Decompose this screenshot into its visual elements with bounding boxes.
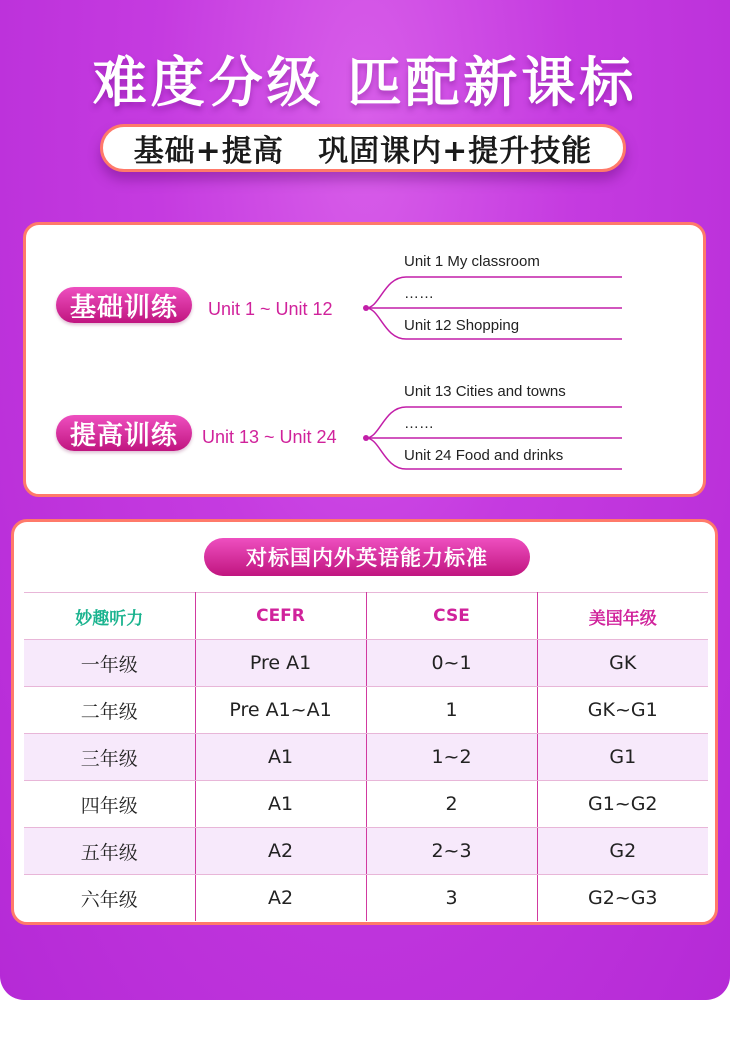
table-row: [24, 640, 708, 687]
table-cell: 1~2: [366, 734, 537, 781]
column-header: CSE: [366, 593, 537, 640]
table-cell: 三年级: [24, 734, 195, 781]
column-header: CEFR: [195, 593, 366, 640]
table-cell: G1~G2: [537, 781, 708, 828]
table-row: [24, 875, 708, 922]
table-cell: 1: [366, 687, 537, 734]
unit-item-ellipsis: ……: [404, 415, 434, 432]
unit-item: Unit 1 My classroom: [404, 253, 540, 270]
unit-item: Unit 24 Food and drinks: [404, 447, 564, 464]
table-cell: 五年级: [24, 828, 195, 875]
page-title: 难度分级 匹配新课标: [92, 51, 638, 114]
table-cell: 2~3: [366, 828, 537, 875]
level-range-advanced: Unit 13 ~ Unit 24: [202, 427, 337, 447]
table-cell: Pre A1~A1: [195, 687, 366, 734]
standards-card: [11, 519, 718, 925]
subtitle-text: 基础+提高 巩固课内+提升技能: [133, 134, 593, 169]
level-range-basic: Unit 1 ~ Unit 12: [208, 299, 333, 319]
table-cell: A1: [195, 734, 366, 781]
table-cell: Pre A1: [195, 640, 366, 687]
table-cell: 3: [366, 875, 537, 922]
table-cell: G1: [537, 734, 708, 781]
table-cell: 一年级: [24, 640, 195, 687]
table-header-row: [24, 593, 708, 640]
level-pill-advanced: 提高训练: [56, 415, 192, 451]
table-cell: A2: [195, 875, 366, 922]
table-cell: A1: [195, 781, 366, 828]
table-cell: G2~G3: [587, 887, 658, 909]
table-row: [24, 687, 708, 734]
unit-item-ellipsis: ……: [404, 285, 434, 302]
table-row: [24, 828, 708, 875]
table-cell: GK~G1: [537, 687, 708, 734]
standards-title: 对标国内外英语能力标准: [204, 538, 530, 576]
unit-item: Unit 12 Shopping: [404, 317, 520, 334]
table-cell: 0~1: [366, 640, 537, 687]
column-header: 妙趣听力: [24, 593, 195, 640]
unit-item: Unit 13 Cities and towns: [404, 383, 566, 400]
table-cell: 2: [366, 781, 537, 828]
standards-table: [24, 592, 708, 921]
table-row: [24, 734, 708, 781]
levels-card: [23, 222, 706, 497]
level-pill-basic: 基础训练: [56, 287, 192, 323]
column-header: 美国年级: [537, 593, 708, 640]
table-cell: 六年级: [24, 875, 195, 922]
table-cell: GK: [537, 640, 708, 687]
table-cell: G2: [537, 828, 708, 875]
table-row: [24, 781, 708, 828]
subtitle-banner: [100, 124, 626, 172]
table-cell: A2: [195, 828, 366, 875]
table-cell: 二年级: [24, 687, 195, 734]
table-cell: 四年级: [24, 781, 195, 828]
